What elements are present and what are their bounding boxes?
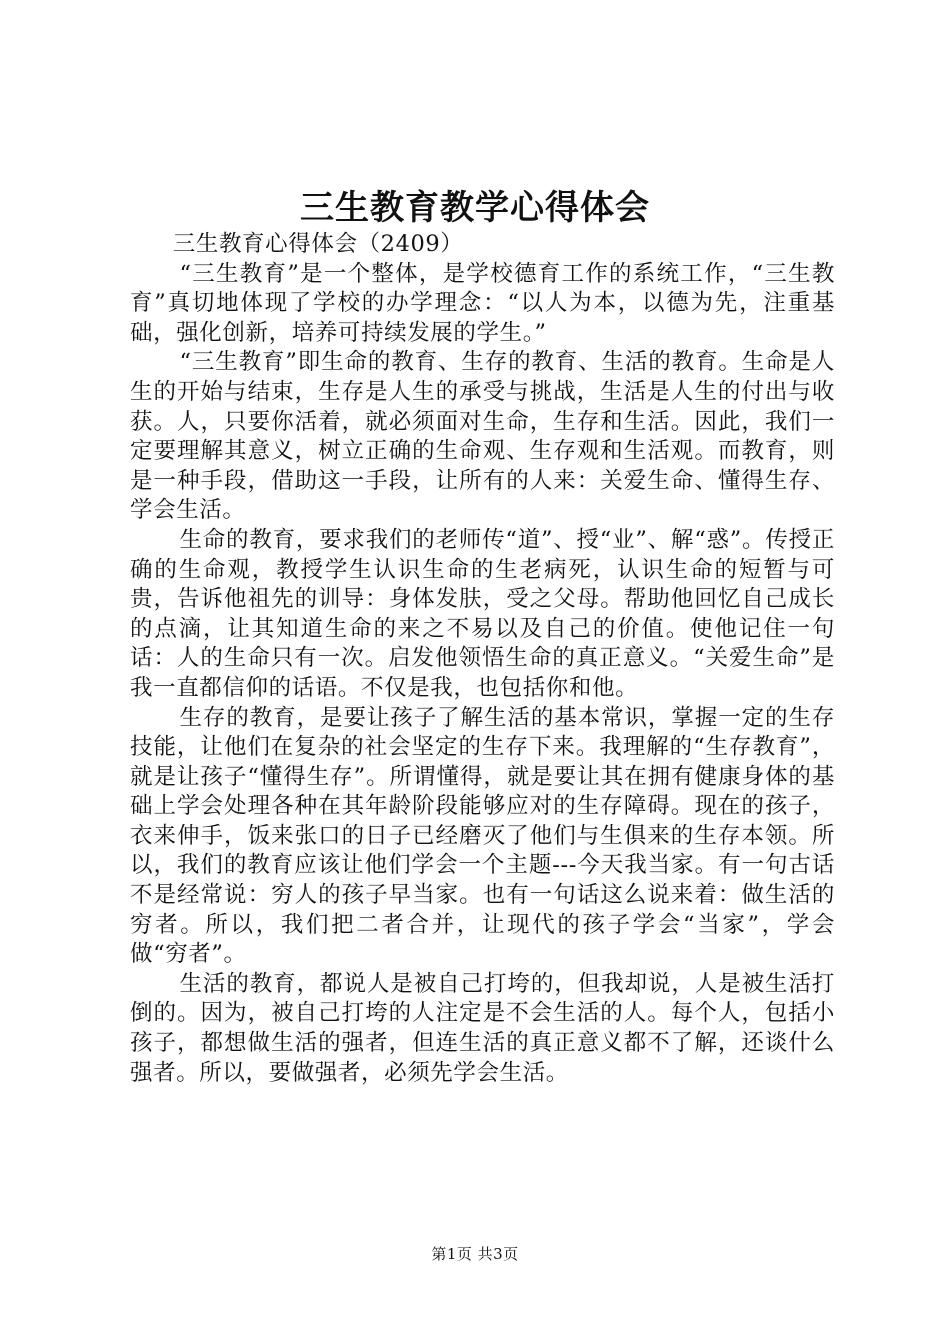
paragraph-intro: “三生教育”是一个整体，是学校德育工作的系统工作，“三生教育”真切地体现了学校的办学理念：“以人为本，以德为先，注重基础，强化创新，培养可持续发展的学生。” xyxy=(130,260,835,346)
paragraph-life-education: 生命的教育，要求我们的老师传“道”、授“业”、解“惑”。传授正确的生命观，教授学生认识生命的生老病死，认识生命的短暂与可贵，告诉他祖先的训导：身体发肤，受之父母。帮助他回忆自己成长的点滴，让其知道生命的来之不易以及自己的价值。使他记住一句话：人的生命只有一次。启发他领悟生命的真正意义。“关爱生命”是我一直都信仰的话语。不仅是我，也包括你和他。 xyxy=(130,526,835,701)
document-subtitle: 三生教育心得体会（2409） xyxy=(172,231,464,257)
document-body xyxy=(130,230,835,1088)
page-number-footer: 第1页 共3页 xyxy=(431,1245,519,1263)
paragraph-definition: “三生教育”即生命的教育、生存的教育、生活的教育。生命是人生的开始与结束，生存是人生的承受与挑战，生活是人生的付出与收获。人，只要你活着，就必须面对生命，生存和生活。因此，我们一定要理解其意义，树立正确的生命观、生存观和生活观。而教育，则是一种手段，借助这一手段，让所有的人来：关爱生命、懂得生存、学会生活。 xyxy=(130,349,835,524)
paragraph-living-education: 生活的教育，都说人是被自己打垮的，但我却说，人是被生活打倒的。因为，被自己打垮的人注定是不会生活的人。每个人，包括小孩子，都想做生活的强者，但连生活的真正意义都不了解，还谈什么强者。所以，要做强者，必须先学会生活。 xyxy=(130,970,835,1086)
document-title: 三生教育教学心得体会 xyxy=(300,188,650,228)
paragraph-survival-education: 生存的教育，是要让孩子了解生活的基本常识，掌握一定的生存技能，让他们在复杂的社会坚定的生存下来。我理解的“生存教育”，就是让孩子“懂得生存”。所谓懂得，就是要让其在拥有健康身体的基础上学会处理各种在其年龄阶段能够应对的生存障碍。现在的孩子，衣来伸手，饭来张口的日子已经磨灭了他们与生俱来的生存本领。所以，我们的教育应该让他们学会一个主题---今天我当家。有一句古话不是经常说：穷人的孩子早当家。也有一句话这么说来着：做生活的穷者。所以，我们把二者合并，让现代的孩子学会“当家”，学会做“穷者”。 xyxy=(130,704,835,968)
